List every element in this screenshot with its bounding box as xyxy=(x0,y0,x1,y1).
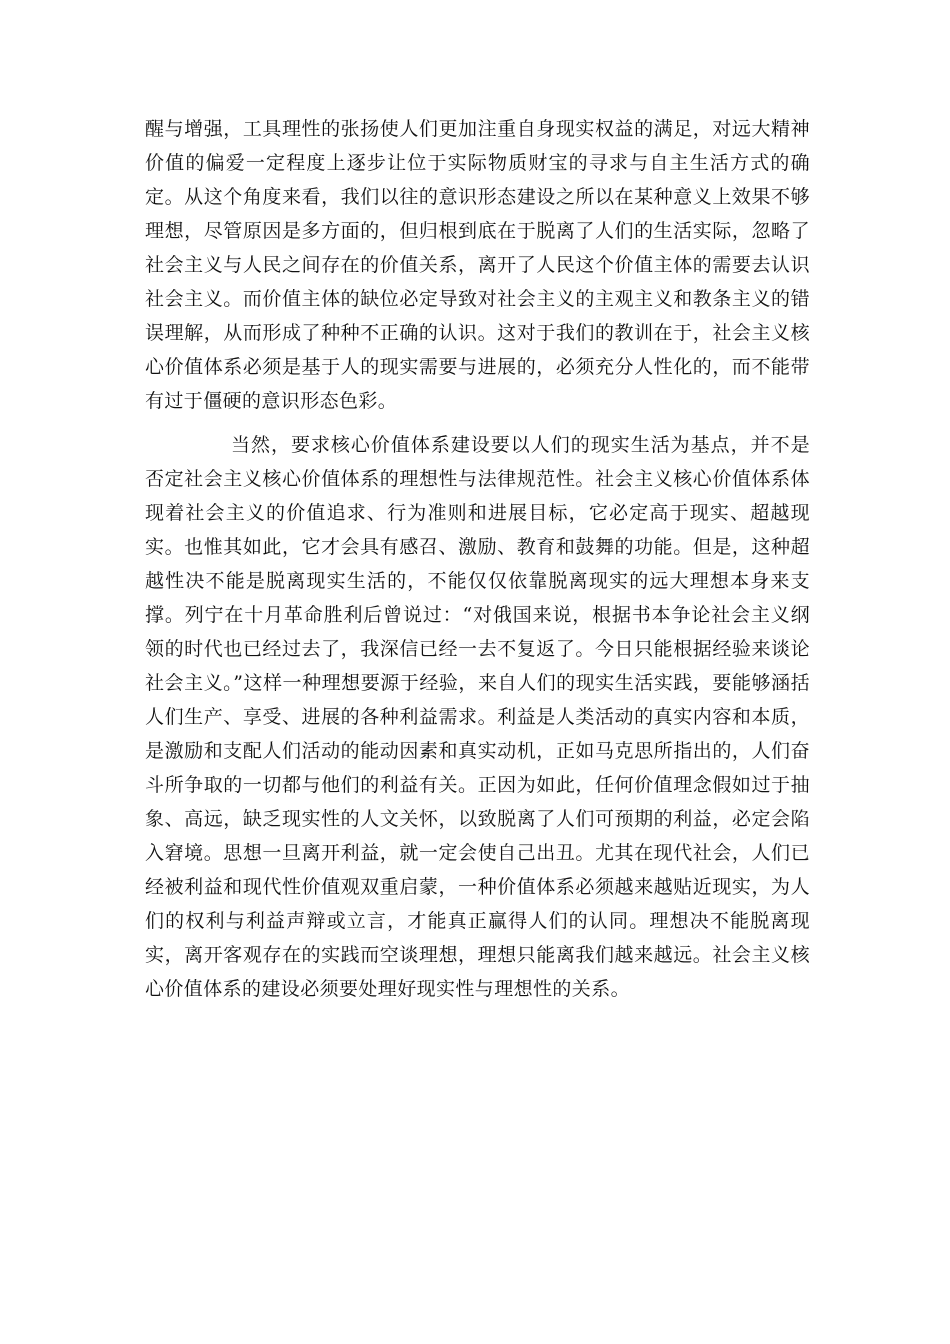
paragraph-2: 当然，要求核心价值体系建设要以人们的现实生活为基点，并不是否定社会主义核心价值体系的理想性与法律规范性。社会主义核心价值体系体现着社会主义的价值追求、行为准则和进展目标，它必定高于现实、超越现实。也惟其如此，它才会具有感召、激励、教育和鼓舞的功能。但是，这种超越性决不能是脱离现实生活的，不能仅仅依靠脱离现实的远大理想本身来支撑。列宁在十月革命胜利后曾说过：“对俄国来说，根据书本争论社会主义纲领的时代也已经过去了，我深信已经一去不复返了。今日只能根据经验来谈论社会主义。”这样一种理想要源于经验，来自人们的现实生活实践，要能够涵括人们生产、享受、进展的各种利益需求。利益是人类活动的真实内容和本质，是激励和支配人们活动的能动因素和真实动机，正如马克思所指出的，人们奋斗所争取的一切都与他们的利益有关。正因为如此，任何价值理念假如过于抽象、高远，缺乏现实性的人文关怀，以致脱离了人们可预期的利益，必定会陷入窘境。思想一旦离开利益，就一定会使自己出丑。尤其在现代社会，人们已经被利益和现代性价值观双重启蒙，一种价值体系必须越来越贴近现实，为人们的权利与利益声辩或立言，才能真正赢得人们的认同。理想决不能脱离现实，离开客观存在的实践而空谈理想，理想只能离我们越来越远。社会主义核心价值体系的建设必须要处理好现实性与理想性的关系。 xyxy=(145,434,810,1000)
paragraph-1: 醒与增强，工具理性的张扬使人们更加注重自身现实权益的满足，对远大精神价值的偏爱一定程度上逐步让位于实际物质财宝的寻求与自主生活方式的确定。从这个角度来看，我们以往的意识形态建设之所以在某种意义上效果不够理想，尽管原因是多方面的，但归根到底在于脱离了人们的生活实际，忽略了社会主义与人民之间存在的价值关系，离开了人民这个价值主体的需要去认识社会主义。而价值主体的缺位必定导致对社会主义的主观主义和教条主义的错误理解，从而形成了种种不正确的认识。这对于我们的教训在于，社会主义核心价值体系必须是基于人的现实需要与进展的，必须充分人性化的，而不能带有过于僵硬的意识形态色彩。 xyxy=(145,118,810,412)
document-body xyxy=(145,112,810,1006)
